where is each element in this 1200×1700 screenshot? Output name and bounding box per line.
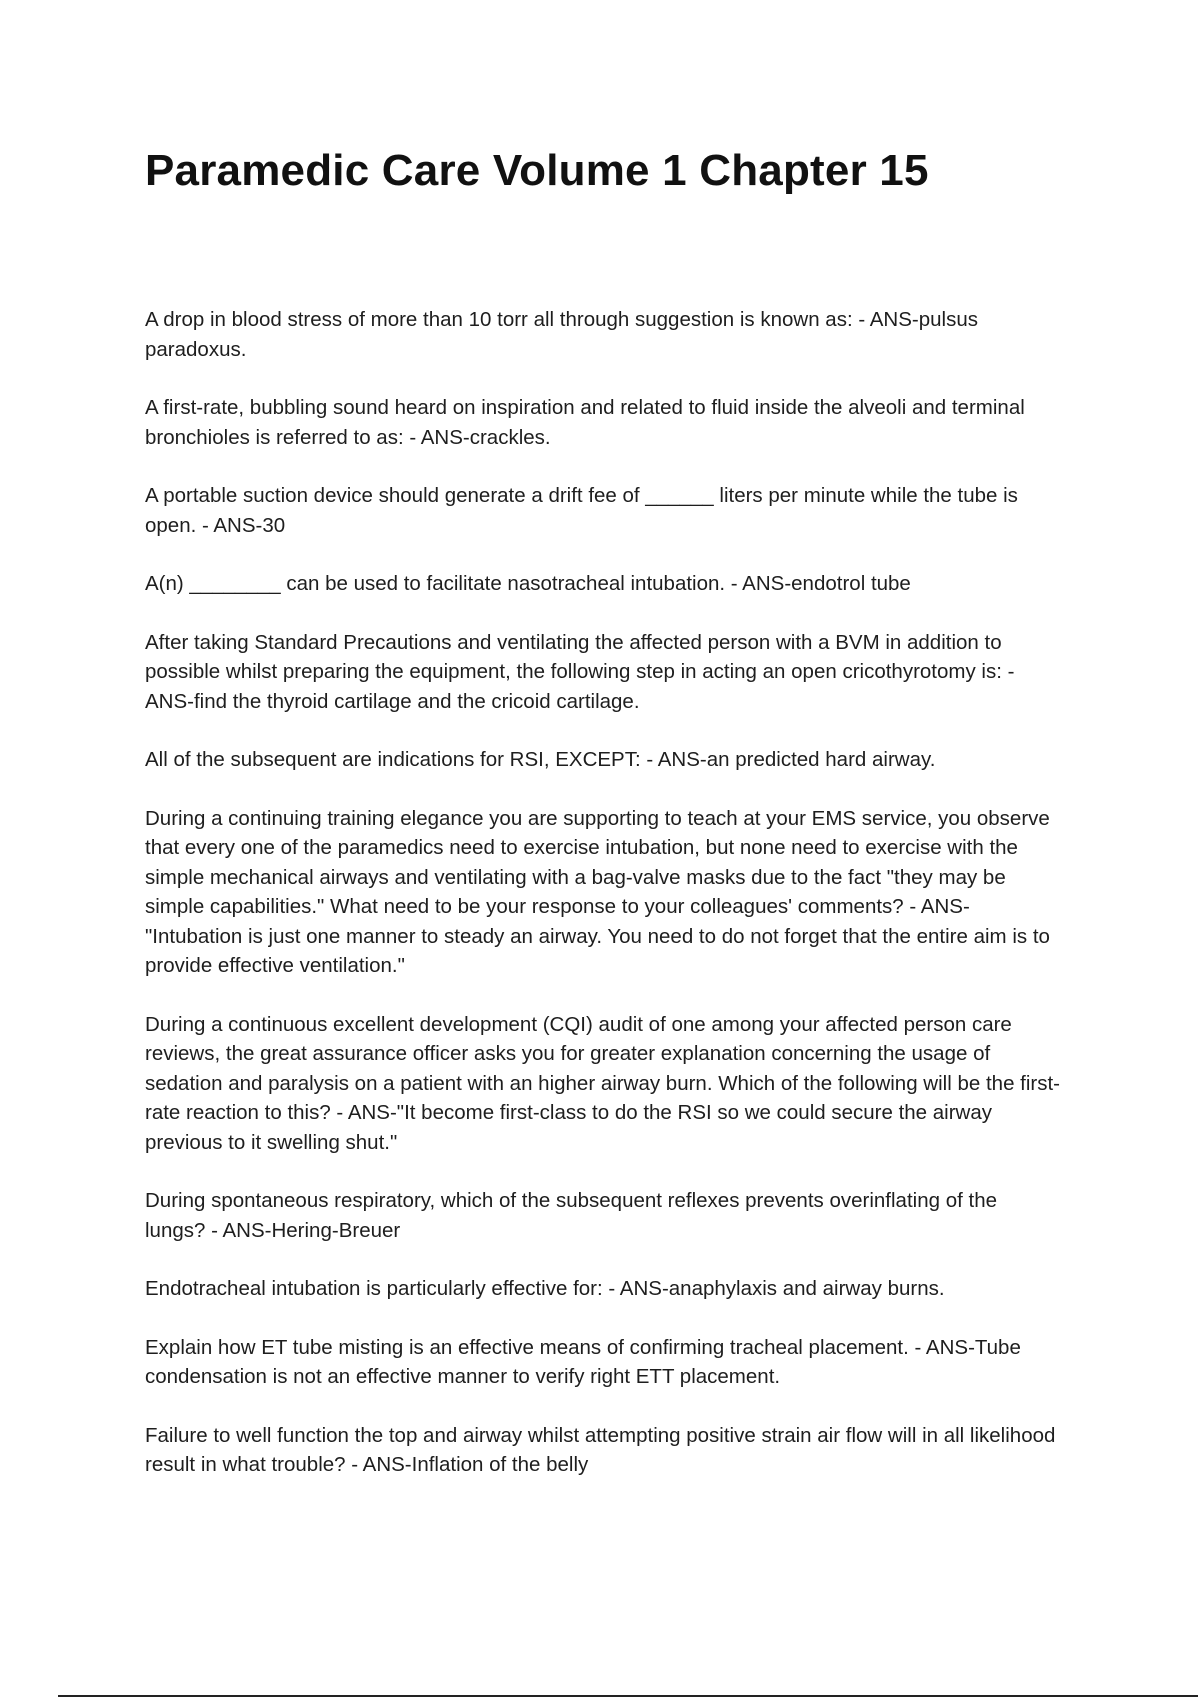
list-item: Endotracheal intubation is particularly effective for: - ANS-anaphylaxis and airway burns.	[145, 1277, 945, 1300]
list-item: During a continuing training elegance you are supporting to teach at your EMS service, you observe that every one of the paramedics need to exercise intubation, but none need to exercise with the simple mechanical airways and ventilating with a bag-valve masks due to the fact "they may be simple capabilities." What need to be your response to your colleagues' comments? - ANS-"Intubation is just one manner to steady an airway. You need to do not forget that the entire aim is to provide effective ventilation."	[145, 806, 1050, 977]
question-answer-list	[145, 305, 1060, 1509]
list-item: A(n) ________ can be used to facilitate nasotracheal intubation. - ANS-endotrol tube	[145, 572, 911, 595]
list-item: After taking Standard Precautions and ventilating the affected person with a BVM in addition to possible whilst preparing the equipment, the following step in acting an open cricothyrotomy is: - ANS-find the thyroid cartilage and the cricoid cartilage.	[145, 630, 1015, 713]
footer-divider	[58, 1695, 1198, 1697]
list-item: A portable suction device should generate a drift fee of ______ liters per minute while the tube is open. - ANS-30	[145, 484, 1018, 537]
list-item: All of the subsequent are indications for RSI, EXCEPT: - ANS-an predicted hard airway.	[145, 748, 936, 771]
list-item: Explain how ET tube misting is an effective means of confirming tracheal placement. - ANS-Tube condensation is not an effective manner to verify right ETT placement.	[145, 1335, 1021, 1388]
page-title: Paramedic Care Volume 1 Chapter 15	[145, 146, 929, 195]
list-item: During a continuous excellent development (CQI) audit of one among your affected person care reviews, the great assurance officer asks you for greater explanation concerning the usage of sedation and paralysis on a patient with an higher airway burn. Which of the following will be the first-rate reaction to this? - ANS-"It become first-class to do the RSI so we could secure the airway previous to it swelling shut."	[145, 1012, 1061, 1154]
list-item: Failure to well function the top and airway whilst attempting positive strain air flow will in all likelihood result in what trouble? - ANS-Inflation of the belly	[145, 1423, 1056, 1476]
list-item: A drop in blood stress of more than 10 torr all through suggestion is known as: - ANS-pulsus paradoxus.	[145, 308, 978, 361]
list-item: A first-rate, bubbling sound heard on inspiration and related to fluid inside the alveoli and terminal bronchioles is referred to as: - ANS-crackles.	[145, 396, 1025, 449]
list-item: During spontaneous respiratory, which of the subsequent reflexes prevents overinflating of the lungs? - ANS-Hering-Breuer	[145, 1189, 998, 1242]
